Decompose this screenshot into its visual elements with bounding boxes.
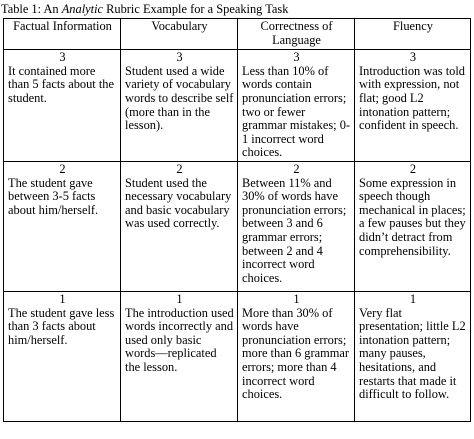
score-label: 2 xyxy=(176,161,183,176)
score-label: 1 xyxy=(293,291,300,306)
score-label: 1 xyxy=(409,291,417,306)
score-label: 3 xyxy=(409,50,417,65)
criterion-description: Some expression in speech though mechanical in places; a few pauses but they didn’t detract from comprehensibility. xyxy=(359,175,466,258)
rubric-cell xyxy=(355,50,471,162)
score-label: 3 xyxy=(176,50,183,65)
rubric-cell xyxy=(355,161,471,291)
criterion-description: Student used a wide variety of vocabulary words to describe self (more than in the lesson). xyxy=(125,63,234,133)
table-row xyxy=(4,50,471,162)
table-caption xyxy=(1,2,474,18)
caption-italic-word: Analytic xyxy=(61,2,104,16)
criterion-description: It contained more than 5 facts about the student. xyxy=(8,63,114,105)
header-vocabulary: Vocabulary xyxy=(121,19,238,50)
score-label: 3 xyxy=(59,50,66,65)
criterion-description: More than 30% of words have pronunciation errors; more than 6 grammar errors; more than 4 incorrect word choices. xyxy=(242,305,350,402)
rubric-cell xyxy=(121,291,238,421)
rubric-cell xyxy=(4,291,121,421)
rubric-cell xyxy=(4,50,121,162)
score-label: 1 xyxy=(59,291,66,306)
table-row xyxy=(4,291,471,421)
score-label: 3 xyxy=(293,50,300,65)
score-label: 2 xyxy=(59,161,66,176)
rubric-cell xyxy=(238,50,355,162)
criterion-description: Introduction was told with expression, not flat; good L2 intonation pattern; confident in speech. xyxy=(359,63,465,133)
caption-prefix: Table 1: An xyxy=(1,2,62,16)
criterion-description: Between 11% and 30% of words have pronunciation errors; between 3 and 6 grammar errors; between 2 and 4 incorrect word choices. xyxy=(242,175,347,285)
rubric-cell xyxy=(4,161,121,291)
header-fluency: Fluency xyxy=(355,19,471,50)
rubric-cell xyxy=(121,50,238,162)
header-row xyxy=(4,19,471,50)
rubric-cell xyxy=(121,161,238,291)
criterion-description: Student used the necessary vocabulary and basic vocabulary was used correctly. xyxy=(125,175,232,231)
rubric-cell xyxy=(238,161,355,291)
criterion-description: Very flat presentation; little L2 intonation pattern; many pauses, hesitations, and restarts that made it difficult to follow. xyxy=(359,305,466,402)
rubric-table xyxy=(3,18,471,422)
rubric-cell xyxy=(355,291,471,421)
caption-suffix: Rubric Example for a Speaking Task xyxy=(103,2,289,16)
rubric-cell xyxy=(238,291,355,421)
header-correctness-of-language: Correctness of Language xyxy=(238,19,355,50)
score-label: 2 xyxy=(293,161,300,176)
criterion-description: The student gave less than 3 facts about him/herself. xyxy=(8,305,115,347)
score-label: 2 xyxy=(409,161,417,176)
score-label: 1 xyxy=(176,291,183,306)
criterion-description: Less than 10% of words contain pronunciation errors; two or fewer grammar mistakes; 0-1 incorrect word choices. xyxy=(242,63,351,160)
criterion-description: The student gave between 3-5 facts about him/herself. xyxy=(8,175,99,217)
criterion-description: The introduction used words incorrectly and used only basic words—replicated the lesson. xyxy=(125,305,234,374)
header-factual-information: Factual Information xyxy=(4,19,121,50)
table-row xyxy=(4,161,471,291)
